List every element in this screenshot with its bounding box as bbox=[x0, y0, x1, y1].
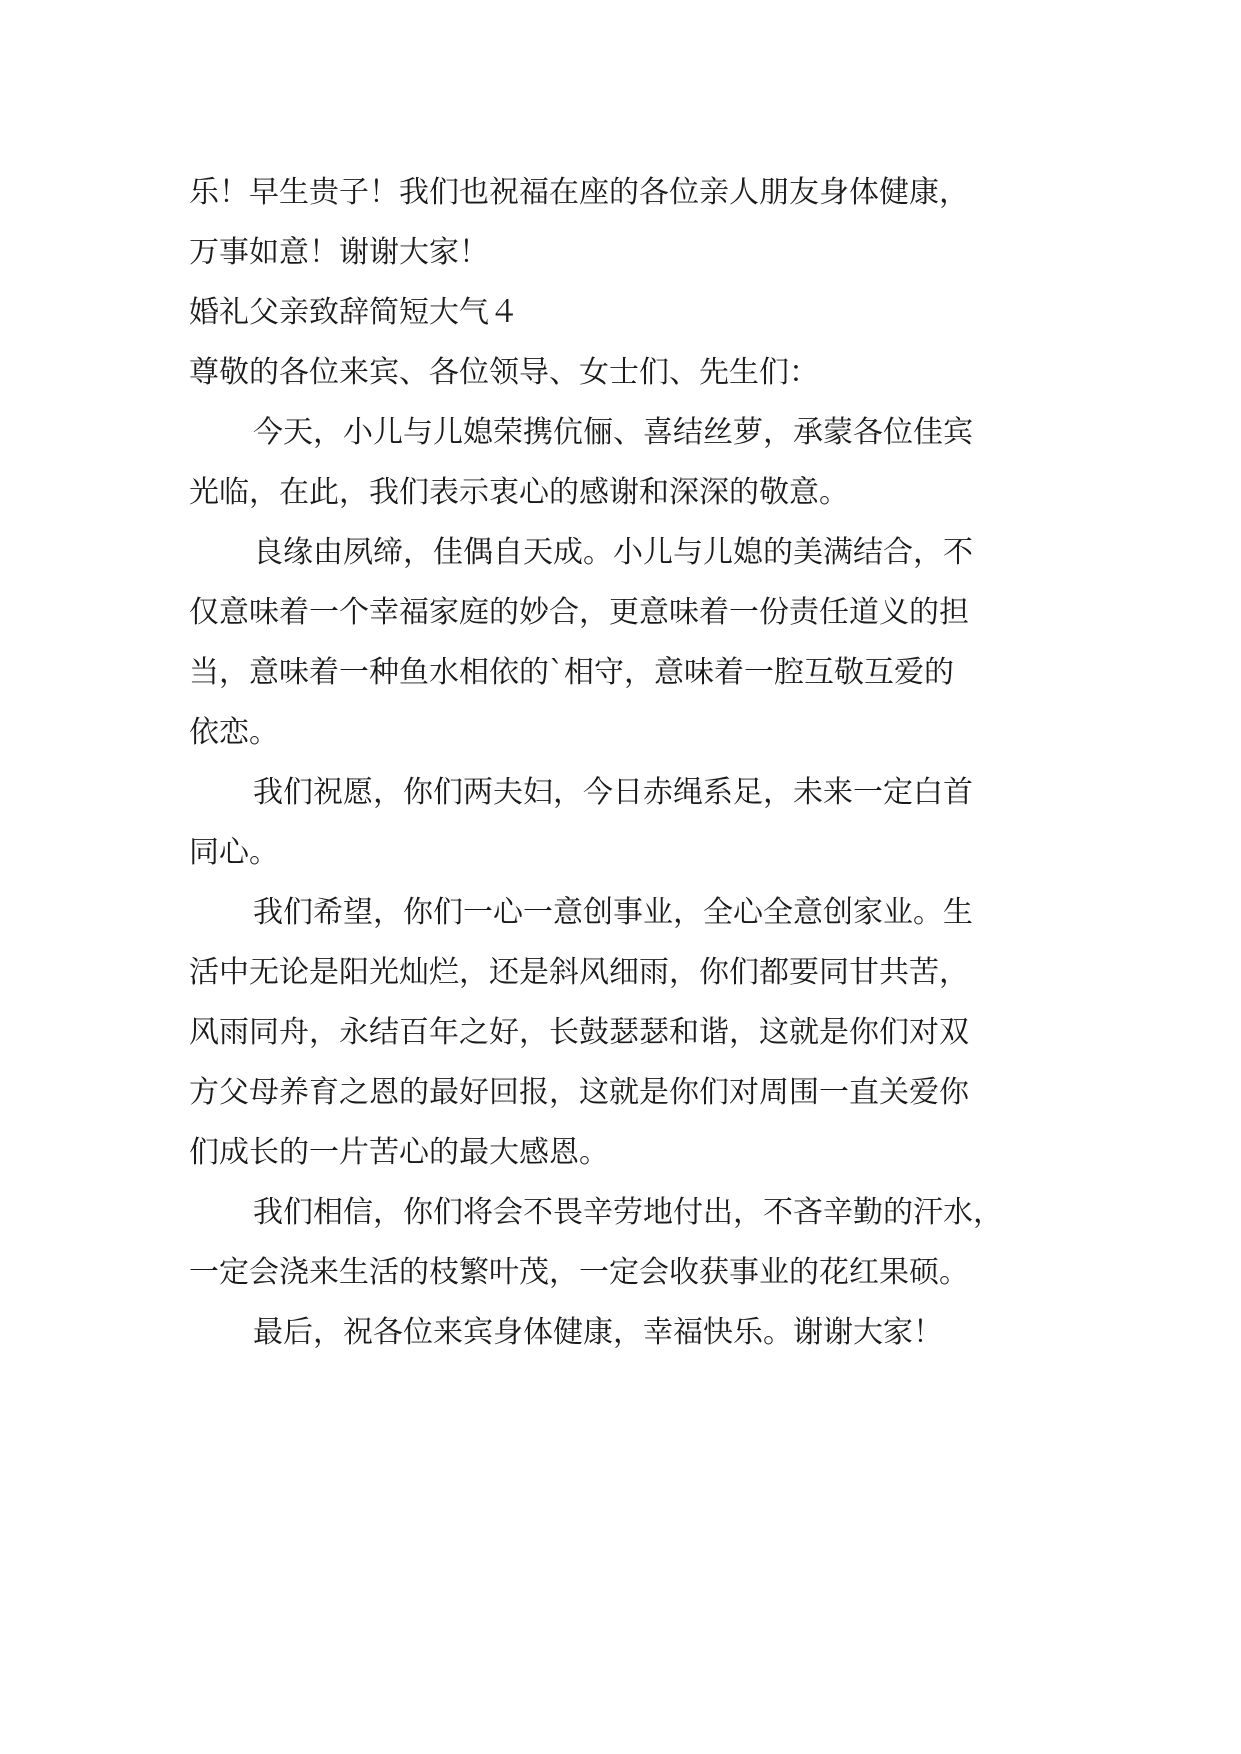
paragraph bbox=[189, 523, 1051, 763]
paragraph-line: 一定会浇来生活的枝繁叶茂，一定会收获事业的花红果硕。 bbox=[189, 1255, 969, 1290]
paragraph-line: 仅意味着一个幸福家庭的妙合，更意味着一份责任道义的担 bbox=[189, 595, 969, 630]
salutation: 尊敬的各位来宾、各位领导、女士们、先生们： bbox=[189, 355, 819, 390]
paragraph-line: 活中无论是阳光灿烂，还是斜风细雨，你们都要同甘共苦， bbox=[189, 955, 969, 990]
paragraph-line: 方父母养育之恩的最好回报，这就是你们对周围一直关爱你 bbox=[189, 1075, 969, 1110]
paragraph bbox=[189, 883, 1051, 1183]
section-title: 婚礼父亲致辞简短大气４ bbox=[189, 295, 519, 330]
paragraph bbox=[189, 1183, 1051, 1303]
paragraph-line: 光临，在此，我们表示衷心的感谢和深深的敬意。 bbox=[189, 475, 849, 510]
document-page bbox=[189, 163, 1051, 1363]
paragraph-line: 良缘由夙缔，佳偶自天成。小儿与儿媳的美满结合，不 bbox=[253, 535, 973, 570]
paragraph-line: 我们相信，你们将会不畏辛劳地付出，不吝辛勤的汗水， bbox=[253, 1195, 1003, 1230]
paragraph-line: 同心。 bbox=[189, 835, 279, 870]
paragraph-line: 风雨同舟，永结百年之好，长鼓瑟瑟和谐，这就是你们对双 bbox=[189, 1015, 969, 1050]
paragraph-line: 当，意味着一种鱼水相依的`相守，意味着一腔互敬互爱的 bbox=[189, 655, 954, 690]
paragraph-line: 我们希望，你们一心一意创事业，全心全意创家业。生 bbox=[253, 895, 973, 930]
paragraph-line: 依恋。 bbox=[189, 715, 279, 750]
paragraph-line: 最后，祝各位来宾身体健康，幸福快乐。谢谢大家！ bbox=[253, 1315, 943, 1350]
paragraph bbox=[189, 403, 1051, 523]
paragraph bbox=[189, 763, 1051, 883]
paragraph-line: 今天，小儿与儿媳荣携伉俪、喜结丝萝，承蒙各位佳宾 bbox=[253, 415, 973, 450]
paragraph bbox=[189, 1303, 1051, 1363]
paragraph-line: 们成长的一片苦心的最大感恩。 bbox=[189, 1135, 609, 1170]
paragraph-line: 我们祝愿，你们两夫妇，今日赤绳系足，未来一定白首 bbox=[253, 775, 973, 810]
continuation-line: 万事如意！谢谢大家！ bbox=[189, 235, 489, 270]
continuation-line: 乐！早生贵子！我们也祝福在座的各位亲人朋友身体健康， bbox=[189, 175, 969, 210]
